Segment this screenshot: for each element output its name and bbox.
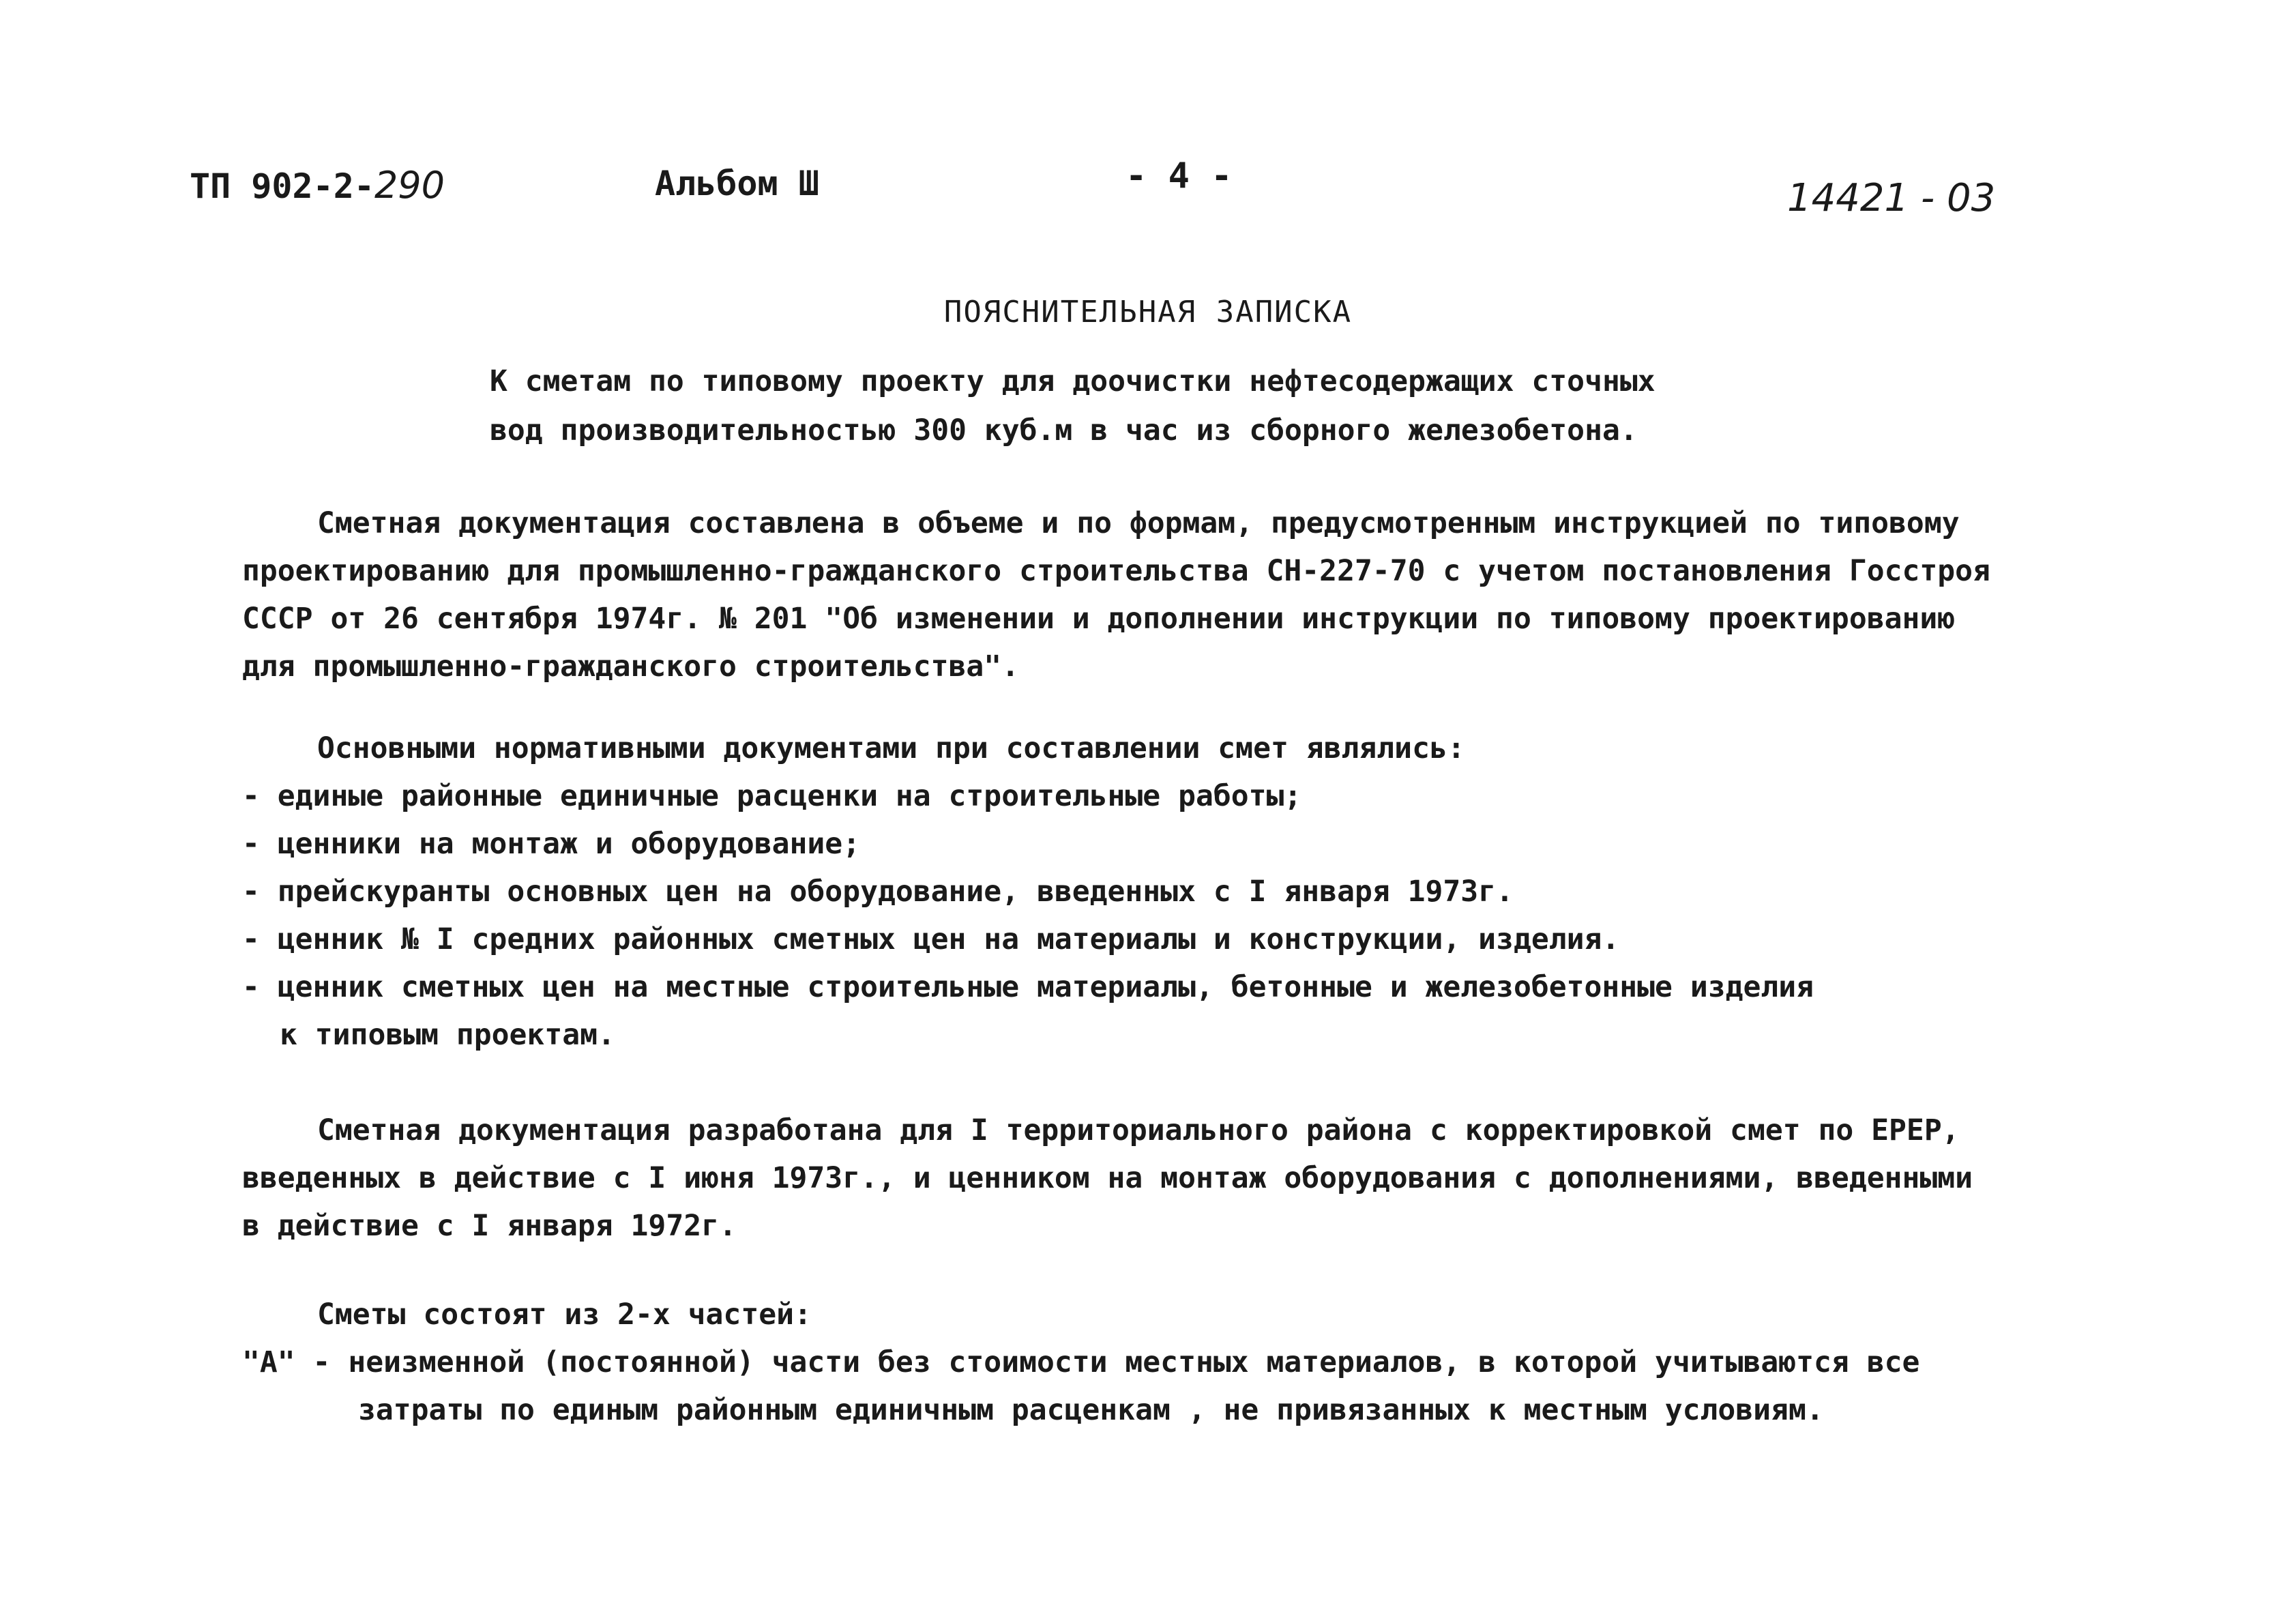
list-item: - ценник сметных цен на местные строительные материалы, бетонные и железобетонные изделия [242, 970, 1814, 1004]
list-item: - ценник № I средних районных сметных цен на материалы и конструкции, изделия. [242, 922, 1620, 956]
album-label: Альбом Ш [655, 164, 819, 203]
handwritten-code: 14421 - 03 [1787, 176, 1996, 220]
list-item: - единые районные единичные расценки на строительные работы; [242, 779, 1302, 813]
document-code-handwritten: 290 [374, 164, 445, 207]
paragraph-1-line: СССР от 26 сентября 1974г. № 201 "Об изменении и дополнении инструкции по типовому проектированию [242, 602, 1956, 636]
paragraph-1-line: Сметная документация составлена в объеме и по формам, предусмотренным инструкцией по типовому [317, 506, 1960, 540]
page-number: - 4 - [1125, 156, 1233, 196]
subtitle-line: вод производительностью 300 куб.м в час из сборного железобетона. [490, 413, 1638, 448]
paragraph-1-line: для промышленно-гражданского строительства". [242, 649, 1020, 684]
list-item-continuation: к типовым проектам. [280, 1018, 615, 1052]
document-code-prefix: ТП 902-2- [190, 166, 374, 206]
document-code [190, 164, 445, 207]
paragraph-4-line: "А" - неизменной (постоянной) части без стоимости местных материалов, в которой учитываются все [242, 1345, 1920, 1379]
paragraph-2-intro: Основными нормативными документами при составлении смет являлись: [317, 731, 1465, 765]
subtitle-line: К сметам по типовому проекту для доочистки нефтесодержащих сточных [490, 364, 1655, 398]
paragraph-4-intro: Сметы состоят из 2-х частей: [317, 1298, 812, 1332]
document-title: ПОЯСНИТЕЛЬНАЯ ЗАПИСКА [943, 295, 1353, 329]
paragraph-3-line: введенных в действие с I июня 1973г., и ценником на монтаж оборудования с дополнениями, введенными [242, 1161, 1973, 1195]
paragraph-3-line: в действие с I января 1972г. [242, 1209, 737, 1243]
paragraph-4-line: затраты по единым районным единичным расценкам , не привязанных к местным условиям. [358, 1393, 1824, 1427]
list-item: - прейскуранты основных цен на оборудование, введенных с I января 1973г. [242, 875, 1514, 909]
paragraph-3-line: Сметная документация разработана для I территориального района с корректировкой смет по ЕРЕР, [317, 1113, 1960, 1147]
list-item: - ценники на монтаж и оборудование; [242, 827, 861, 861]
paragraph-1-line: проектированию для промышленно-гражданского строительства СН-227-70 с учетом постановления Госстроя [242, 554, 1990, 588]
